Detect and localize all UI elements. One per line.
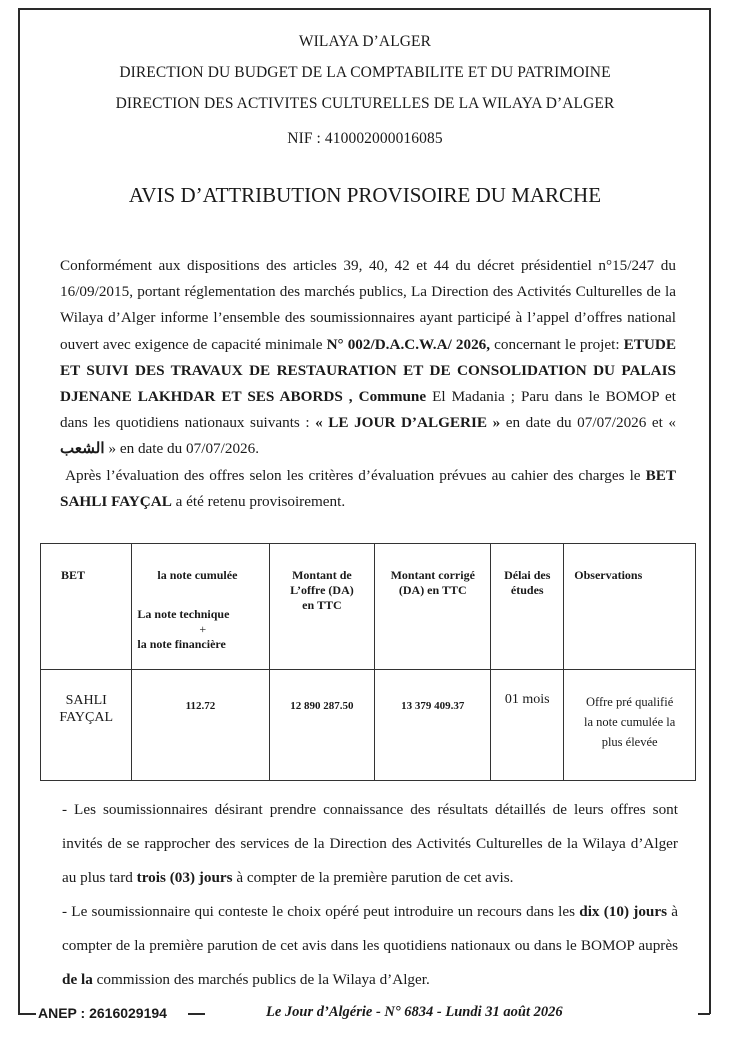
cell-bet: SAHLI FAYÇAL [41,670,132,781]
body-text-5: » en date du 07/07/2026. [108,440,260,458]
header-note-cumulee-label: la note cumulée [157,568,238,582]
header-plus: + [199,622,207,636]
results-table [40,543,696,781]
body-text-1: Conformément aux dispositions des articles 39, 40, 42 et 44 du décret présidentiel n°15/247 du 16/09/2015, portant réglementation des marchés publics, La Direction des Activités Culturelles de la Wilaya d’Alger informe l’ensemble des soumissionnaires ayant participé à l’appel d’offres national ouvert avec exigence de capacité minimale [60,257,676,353]
header-note-cumulee [132,544,269,670]
table-row [41,670,696,781]
header-montant-corrige: Montant corrigé (DA) en TTC [375,544,491,670]
table-header-row [41,544,696,670]
cell-observations: Offre pré qualifié la note cumulée la plus élevée [564,670,696,781]
header-bet: BET [41,544,132,670]
anep-reference: ANEP : 2616029194 [38,1005,167,1021]
body-text-6: Après l’évaluation des offres selon les critères d’évaluation prévues au cahier des charges le [65,466,641,484]
deadline-consultation: trois (03) jours [136,869,233,886]
paragraph-consultation: - Les soumissionnaires désirant prendre connaissance des résultats détaillés de leurs offres sont invités de se rapprocher des services de la Direction des Activités Culturelles de la Wilaya d’Alger au plus tard trois (03) jours à compter de la première parution de cet avis. [62,801,678,886]
notice-title: AVIS D’ATTRIBUTION PROVISOIRE DU MARCHE [128,183,602,207]
header-direction-budget: DIRECTION DU BUDGET DE LA COMPTABILITE ET DU PATRIMOINE [119,64,611,81]
newspaper-1: « LE JOUR D’ALGERIE » [315,414,501,432]
header-note-financiere: la note financière [137,637,226,651]
header-nif: NIF : 410002000016085 [287,130,443,147]
winner-name: BET SAHLI FAYÇAL [60,466,676,510]
header-wilaya: WILAYA D’ALGER [298,33,432,50]
header-montant-offre: Montant de L’offre (DA) en TTC [269,544,375,670]
paragraph-recours: - Le soumissionnaire qui conteste le choix opéré peut introduire un recours dans les dix (10) jours à compter de la première parution de cet avis dans les quotidiens nationaux ou dans le BOMOP auprès de la commission des marchés publics de la Wilaya d’Alger. [62,903,679,988]
notice-lower-text [62,793,678,997]
header-observations: Observations [564,544,696,670]
header-direction-culture: DIRECTION DES ACTIVITES CULTURELLES DE LA WILAYA D’ALGER [115,95,615,112]
cell-montant-corrige: 13 379 409.37 [375,670,491,781]
body-text-7: a été retenu provisoirement. [175,492,346,510]
footer [18,1002,718,1028]
tender-reference: N° 002/D.A.C.W.A/ 2026, [326,335,491,353]
body-text-4: en date du 07/07/2026 et « [505,414,677,432]
body-text-3: El Madania ; Paru dans le BOMOP et dans les quotidiens nationaux suivants : [60,388,676,432]
publication-info: Le Jour d’Algérie - N° 6834 - Lundi 31 août 2026 [266,1004,563,1020]
notice-body [60,253,676,515]
header-delai: Délai des études [491,544,564,670]
cell-delai: 01 mois [491,670,564,781]
newspaper-2: الشعب [60,440,105,458]
cell-note: 112.72 [132,670,269,781]
project-name: ETUDE ET SUIVI DES TRAVAUX DE RESTAURATION ET DE CONSOLIDATION DU PALAIS DJENANE LAKHDAR ET SES ABORDS , Commune [60,335,676,406]
header-note-technique: La note technique [137,607,230,621]
deadline-recours: dix (10) jours [579,903,668,920]
body-text-2: concernant le projet: [494,335,620,353]
cell-montant-offre: 12 890 287.50 [269,670,375,781]
